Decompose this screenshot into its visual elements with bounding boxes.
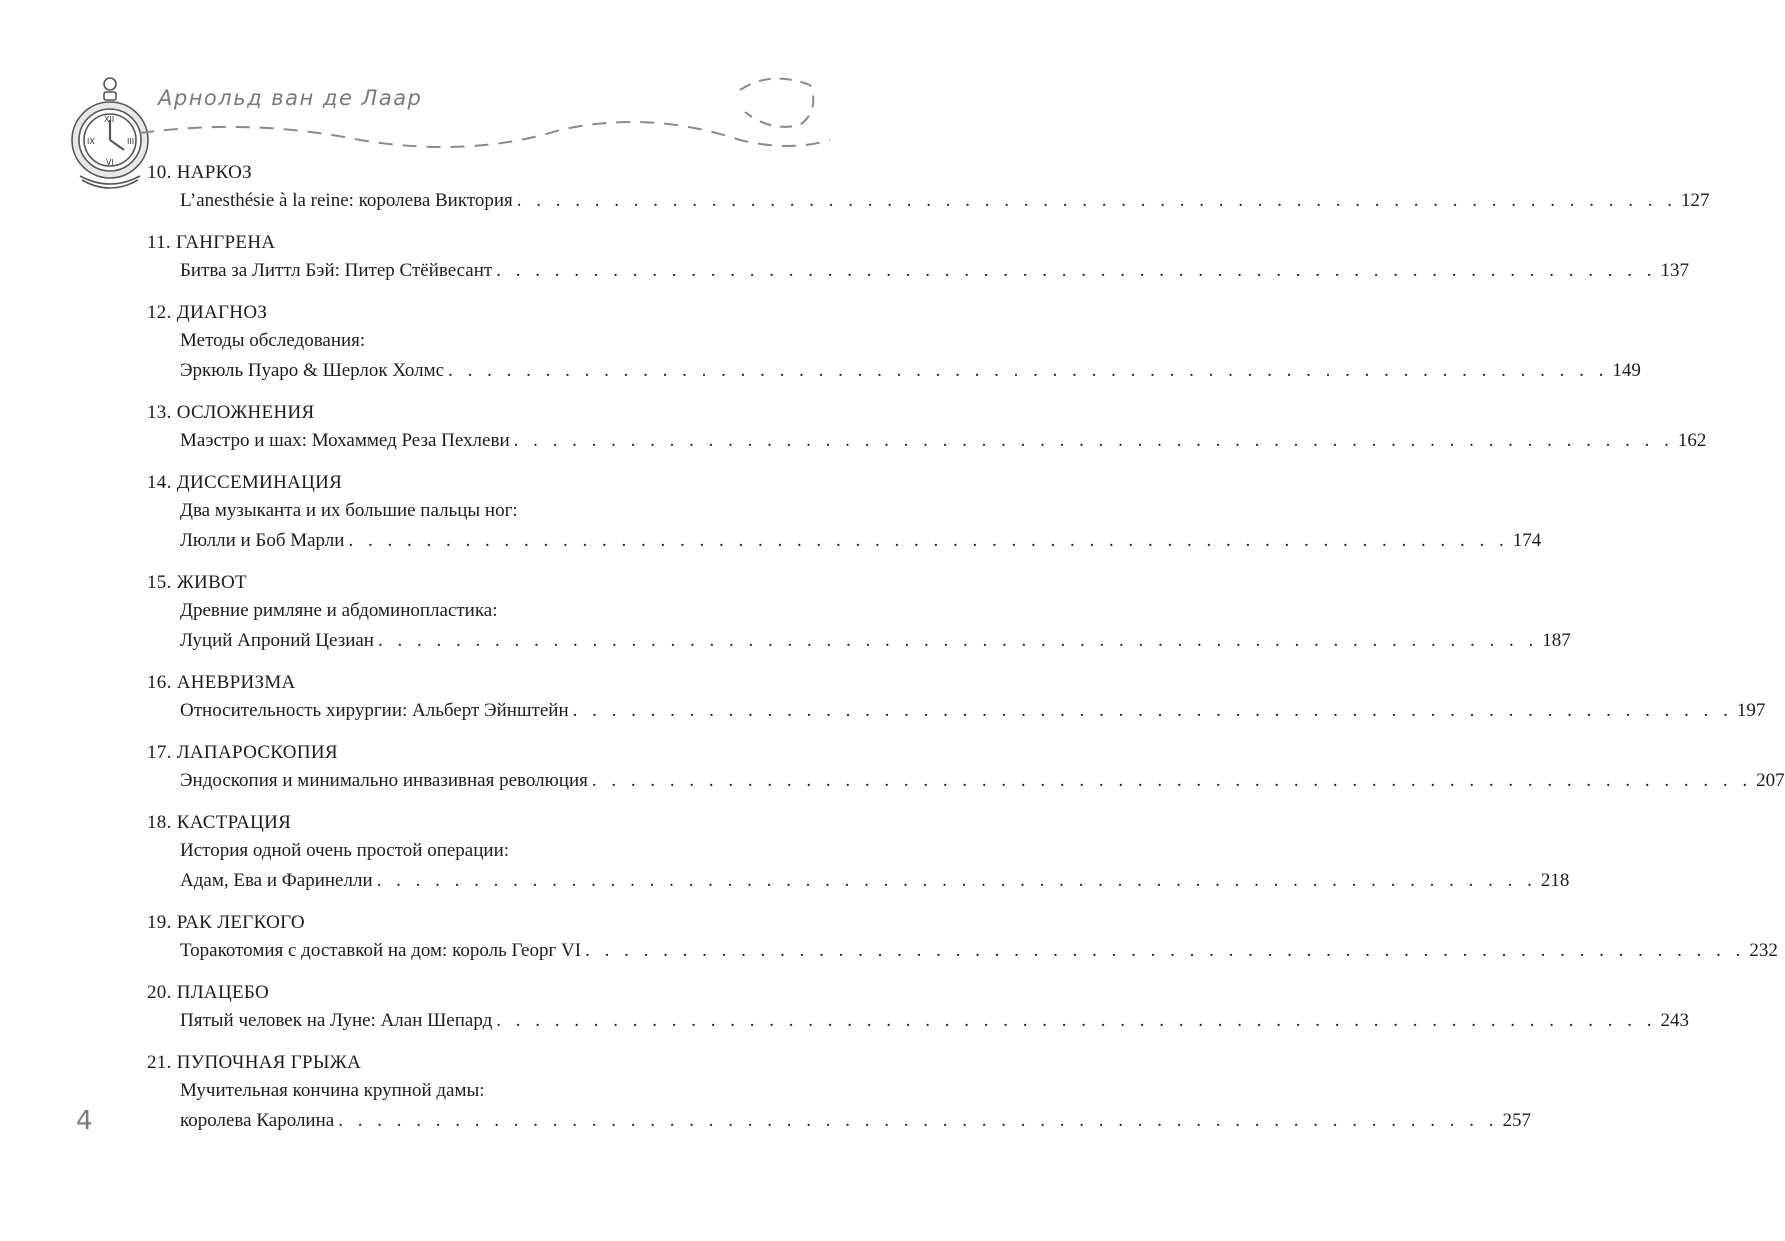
toc-chapter (147, 980, 1690, 1036)
entry-page-number: 218 (1540, 870, 1570, 891)
toc-chapter (147, 400, 1707, 456)
entry-line: История одной очень простой операции: (180, 840, 510, 861)
dot-leader: . . . . . . . . . . . . . . . . . . . . . . . . . . . . . . . . . . . . . . . . . . . . . . . . . . . . . . . . . . . . (448, 360, 1609, 381)
dashed-divider (140, 122, 830, 147)
chapter-number: 14. (147, 472, 172, 493)
chapter-title: ОСЛОЖНЕНИЯ (176, 402, 315, 423)
dot-leader: . . . . . . . . . . . . . . . . . . . . . . . . . . . . . . . . . . . . . . . . . . . . . . . . . . . . . . . . . . . . (513, 430, 1674, 451)
entry-page-number: 149 (1612, 360, 1641, 381)
entry-row (180, 626, 1571, 656)
toc-chapter (147, 670, 1766, 726)
toc-chapter (147, 570, 1571, 656)
chapter-title: ГАНГРЕНА (176, 232, 276, 253)
svg-text:III: III (127, 137, 135, 146)
chapter-heading (147, 810, 761, 836)
toc-chapter (147, 910, 1778, 966)
chapter-number: 15. (147, 572, 172, 593)
chapter-heading (147, 160, 761, 186)
entry-page-number: 207 (1756, 770, 1785, 791)
chapter-entry (180, 256, 1689, 286)
chapter-entry (180, 766, 1785, 796)
entry-text: Эндоскопия и минимально инвазивная революция (180, 770, 588, 791)
toc-chapter (147, 810, 1570, 896)
chapter-heading (147, 300, 761, 326)
chapter-title: ПУПОЧНАЯ ГРЫЖА (176, 1052, 362, 1073)
entry-line: Два музыканта и их большие пальцы ног: (180, 500, 518, 521)
entry-page-number: 187 (1542, 630, 1571, 651)
toc-chapter (147, 740, 1785, 796)
svg-text:XII: XII (104, 115, 115, 124)
entry-text: Пятый человек на Луне: Алан Шепард (180, 1010, 493, 1031)
chapter-number: 17. (147, 742, 172, 763)
dot-leader: . . . . . . . . . . . . . . . . . . . . . . . . . . . . . . . . . . . . . . . . . . . . . . . . . . . . . . . . . . . . (338, 1110, 1499, 1131)
toc-chapter (147, 230, 1689, 286)
chapter-title: ЖИВОТ (176, 572, 247, 593)
entry-text: Маэстро и шах: Мохаммед Реза Пехлеви (180, 430, 510, 451)
entry-row (180, 936, 1778, 966)
entry-page-number: 257 (1502, 1110, 1531, 1131)
author-name: Арнольд ван де Лаар (158, 86, 423, 110)
entry-page-number: 232 (1749, 940, 1778, 961)
svg-text:IX: IX (87, 137, 95, 146)
entry-line: Древние римляне и абдоминопластика: (180, 600, 498, 621)
toc-chapter (147, 1050, 1531, 1136)
entry-line: Мучительная кончина крупной дамы: (180, 1080, 485, 1101)
dot-leader: . . . . . . . . . . . . . . . . . . . . . . . . . . . . . . . . . . . . . . . . . . . . . . . . . . . . . . . . . . . . (376, 870, 1537, 891)
chapter-title: ДИАГНОЗ (176, 302, 268, 323)
chapter-number: 12. (147, 302, 172, 323)
entry-page-number: 127 (1681, 190, 1710, 211)
chapter-number: 13. (147, 402, 172, 423)
table-of-contents (147, 160, 1785, 1150)
entry-text: Эркюль Пуаро & Шерлок Холмс (180, 360, 445, 381)
dot-leader: . . . . . . . . . . . . . . . . . . . . . . . . . . . . . . . . . . . . . . . . . . . . . . . . . . . . . . . . . . . . (496, 1010, 1657, 1031)
chapter-title: ПЛАЦЕБО (176, 982, 269, 1003)
chapter-entry (180, 426, 1707, 456)
entry-text: Адам, Ева и Фаринелли (180, 870, 373, 891)
entry-row (180, 1006, 1690, 1036)
entry-row (180, 696, 1766, 726)
entry-page-number: 197 (1736, 700, 1766, 721)
entry-page-number: 243 (1660, 1010, 1690, 1031)
dot-leader: . . . . . . . . . . . . . . . . . . . . . . . . . . . . . . . . . . . . . . . . . . . . . . . . . . . . . . . . . . . . (496, 260, 1657, 281)
chapter-title: РАК ЛЕГКОГО (176, 912, 305, 933)
chapter-number: 19. (147, 912, 172, 933)
chapter-number: 16. (147, 672, 172, 693)
chapter-entry (180, 496, 1542, 556)
chapter-entry (180, 1076, 1531, 1136)
dot-leader: . . . . . . . . . . . . . . . . . . . . . . . . . . . . . . . . . . . . . . . . . . . . . . . . . . . . . . . . . . . . (591, 770, 1753, 791)
chapter-entry (180, 596, 1571, 656)
entry-text: L’anesthésie à la reine: королева Виктория (180, 190, 513, 211)
chapter-number: 11. (147, 232, 171, 253)
dashed-loop (740, 79, 813, 127)
entry-text: Луций Апроний Цезиан (180, 630, 374, 651)
dot-leader: . . . . . . . . . . . . . . . . . . . . . . . . . . . . . . . . . . . . . . . . . . . . . . . . . . . . . . . . . . . . (585, 940, 1746, 961)
dot-leader: . . . . . . . . . . . . . . . . . . . . . . . . . . . . . . . . . . . . . . . . . . . . . . . . . . . . . . . . . . . . (377, 630, 1539, 651)
entry-page-number: 174 (1512, 530, 1542, 551)
dot-leader: . . . . . . . . . . . . . . . . . . . . . . . . . . . . . . . . . . . . . . . . . . . . . . . . . . . . . . . . . . . . (516, 190, 1678, 211)
chapter-entry (180, 1006, 1690, 1036)
svg-text:VI: VI (106, 158, 114, 167)
entry-line: Методы обследования: (180, 330, 366, 351)
chapter-entry (180, 326, 1641, 386)
chapter-heading (147, 740, 761, 766)
chapter-number: 21. (147, 1052, 172, 1073)
entry-row (180, 866, 1570, 896)
chapter-heading (147, 980, 761, 1006)
chapter-heading (147, 910, 761, 936)
chapter-heading (147, 400, 761, 426)
chapter-heading (147, 1050, 761, 1076)
entry-row (180, 766, 1785, 796)
dot-leader: . . . . . . . . . . . . . . . . . . . . . . . . . . . . . . . . . . . . . . . . . . . . . . . . . . . . . . . . . . . . (572, 700, 1733, 721)
chapter-heading (147, 470, 761, 496)
entry-row (180, 186, 1710, 216)
entry-row (180, 356, 1641, 386)
chapter-heading (147, 570, 761, 596)
pocket-watch-icon (72, 78, 148, 188)
entry-page-number: 137 (1660, 260, 1689, 281)
chapter-title: ДИССЕМИНАЦИЯ (176, 472, 343, 493)
chapter-entry (180, 936, 1778, 966)
chapter-title: НАРКОЗ (176, 162, 252, 183)
entry-text: Относительность хирургии: Альберт Эйнштейн (180, 700, 569, 721)
dot-leader: . . . . . . . . . . . . . . . . . . . . . . . . . . . . . . . . . . . . . . . . . . . . . . . . . . . . . . . . . . . . (348, 530, 1509, 551)
chapter-number: 18. (147, 812, 172, 833)
chapter-title: ЛАПАРОСКОПИЯ (176, 742, 338, 763)
toc-chapter (147, 300, 1641, 386)
entry-row (180, 1106, 1531, 1136)
chapter-entry (180, 836, 1570, 896)
entry-text: Битва за Литтл Бэй: Питер Стёйвесант (180, 260, 493, 281)
chapter-number: 20. (147, 982, 172, 1003)
chapter-entry (180, 696, 1766, 726)
page-number: 4 (76, 1106, 93, 1136)
chapter-number: 10. (147, 162, 172, 183)
entry-text: Торакотомия с доставкой на дом: король Георг VI (180, 940, 582, 961)
entry-text: Люлли и Боб Марли (180, 530, 345, 551)
chapter-title: АНЕВРИЗМА (176, 672, 296, 693)
entry-row (180, 426, 1707, 456)
entry-row (180, 526, 1542, 556)
entry-text: королева Каролина (180, 1110, 335, 1131)
toc-chapter (147, 470, 1542, 556)
toc-chapter (147, 160, 1710, 216)
entry-page-number: 162 (1677, 430, 1707, 451)
chapter-title: КАСТРАЦИЯ (176, 812, 292, 833)
chapter-heading (147, 670, 761, 696)
entry-row (180, 256, 1689, 286)
chapter-entry (180, 186, 1710, 216)
chapter-heading (147, 230, 761, 256)
